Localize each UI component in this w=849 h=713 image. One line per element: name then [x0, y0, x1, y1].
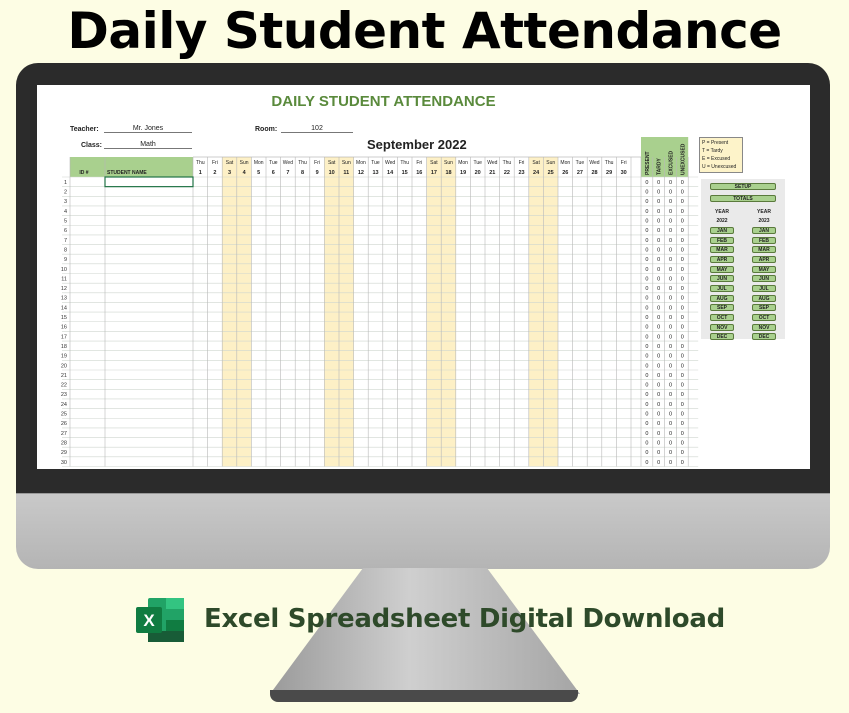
- day-name: Fri: [518, 160, 525, 166]
- total-cell: 0: [657, 353, 661, 360]
- total-cell: 0: [680, 353, 684, 360]
- day-date: 25: [547, 170, 554, 176]
- totals-header: EXCUSED: [668, 150, 675, 175]
- total-cell: 0: [657, 247, 661, 254]
- total-cell: 0: [645, 353, 649, 360]
- total-cell: 0: [645, 401, 649, 408]
- month-title: September 2022: [367, 137, 467, 152]
- day-name: Sat: [532, 160, 540, 166]
- totals-button[interactable]: TOTALS: [710, 195, 776, 202]
- month-button-dec-next-year[interactable]: DEC: [752, 333, 776, 340]
- month-button-may-next-year[interactable]: MAY: [752, 266, 776, 273]
- total-cell: 0: [668, 257, 673, 264]
- excel-icon-letter: X: [143, 611, 155, 630]
- total-cell: 0: [668, 430, 673, 437]
- day-name: Sat: [327, 160, 336, 166]
- row-number: 9: [63, 257, 67, 264]
- excel-icon: [134, 596, 186, 644]
- day-date: 17: [430, 170, 437, 176]
- day-date: 26: [562, 170, 569, 176]
- month-button-sep-next-year[interactable]: SEP: [752, 304, 776, 311]
- total-cell: 0: [668, 411, 673, 418]
- total-cell: 0: [668, 189, 673, 196]
- total-cell: 0: [657, 228, 661, 235]
- row-number: 7: [63, 237, 67, 244]
- id-header: ID #: [79, 170, 89, 176]
- total-cell: 0: [668, 343, 673, 350]
- year-2022: 2022: [716, 218, 728, 224]
- row-number: 13: [60, 295, 67, 302]
- day-name: Tue: [473, 160, 482, 166]
- day-date: 13: [372, 170, 379, 176]
- total-cell: 0: [668, 450, 673, 457]
- total-cell: 0: [668, 247, 673, 254]
- total-cell: 0: [657, 266, 661, 273]
- total-cell: 0: [657, 459, 661, 466]
- day-date: 9: [315, 170, 319, 176]
- navigation-panel: [701, 179, 785, 339]
- month-button-jul-this-year[interactable]: JUL: [710, 285, 734, 292]
- total-cell: 0: [680, 324, 684, 331]
- row-number: 2: [63, 189, 67, 196]
- day-name: Mon: [560, 160, 571, 166]
- total-cell: 0: [668, 266, 673, 273]
- day-name: Fri: [416, 160, 423, 166]
- total-cell: 0: [680, 218, 684, 225]
- total-cell: 0: [668, 179, 673, 186]
- month-button-oct-next-year[interactable]: OCT: [752, 314, 776, 321]
- row-number: 1: [63, 179, 67, 186]
- month-button-mar-next-year[interactable]: MAR: [752, 246, 776, 253]
- row-number: 30: [60, 459, 67, 466]
- day-date: 12: [357, 170, 364, 176]
- month-button-nov-next-year[interactable]: NOV: [752, 324, 776, 331]
- weekend-column: [441, 157, 456, 467]
- day-date: 3: [227, 170, 232, 176]
- total-cell: 0: [645, 450, 649, 457]
- weekend-column: [543, 157, 558, 467]
- total-cell: 0: [680, 450, 684, 457]
- sheet-title: DAILY STUDENT ATTENDANCE: [271, 93, 496, 110]
- total-cell: 0: [668, 459, 673, 466]
- month-button-jan-this-year[interactable]: JAN: [710, 227, 734, 234]
- total-cell: 0: [680, 430, 684, 437]
- spreadsheet-screen: [37, 85, 810, 469]
- total-cell: 0: [657, 218, 661, 225]
- room-label: Room:: [255, 126, 278, 133]
- row-number: 24: [60, 401, 67, 408]
- total-cell: 0: [668, 295, 673, 302]
- total-cell: 0: [645, 208, 649, 215]
- total-cell: 0: [668, 334, 673, 341]
- month-button-oct-this-year[interactable]: OCT: [710, 314, 734, 321]
- attendance-grid[interactable]: [37, 85, 810, 469]
- row-number: 21: [60, 372, 67, 379]
- total-cell: 0: [668, 199, 673, 206]
- total-cell: 0: [680, 372, 684, 379]
- month-button-jan-next-year[interactable]: JAN: [752, 227, 776, 234]
- row-number: 16: [60, 324, 67, 331]
- total-cell: 0: [668, 315, 673, 322]
- day-date: 11: [343, 170, 350, 176]
- total-cell: 0: [645, 411, 649, 418]
- total-cell: 0: [645, 228, 649, 235]
- total-cell: 0: [668, 324, 673, 331]
- total-cell: 0: [645, 266, 649, 273]
- row-number: 6: [63, 228, 67, 235]
- total-cell: 0: [657, 286, 661, 293]
- weekend-column: [339, 157, 354, 467]
- day-date: 21: [489, 170, 496, 176]
- setup-button[interactable]: SETUP: [710, 183, 776, 190]
- total-cell: 0: [680, 266, 684, 273]
- month-button-aug-this-year[interactable]: AUG: [710, 295, 734, 302]
- day-date: 5: [257, 170, 261, 176]
- total-cell: 0: [645, 189, 649, 196]
- day-name: Thu: [604, 160, 614, 166]
- total-cell: 0: [657, 430, 661, 437]
- total-cell: 0: [680, 411, 684, 418]
- day-name: Wed: [282, 160, 294, 166]
- total-cell: 0: [645, 218, 649, 225]
- total-cell: 0: [668, 440, 673, 447]
- total-cell: 0: [657, 363, 661, 370]
- total-cell: 0: [680, 401, 684, 408]
- teacher-label: Teacher:: [70, 126, 99, 133]
- day-name: Sat: [225, 160, 234, 166]
- weekend-column: [222, 157, 237, 467]
- total-cell: 0: [645, 459, 649, 466]
- total-cell: 0: [680, 440, 684, 447]
- day-date: 16: [416, 170, 423, 176]
- headline: Daily Student Attendance: [67, 2, 782, 60]
- total-cell: 0: [657, 382, 661, 389]
- total-cell: 0: [657, 392, 661, 399]
- total-cell: 0: [680, 199, 684, 206]
- monitor-base: [270, 690, 578, 702]
- row-number: 25: [60, 411, 67, 418]
- total-cell: 0: [668, 305, 673, 312]
- day-name: Thu: [502, 160, 512, 166]
- total-cell: 0: [657, 343, 661, 350]
- total-cell: 0: [657, 276, 661, 283]
- total-cell: 0: [645, 179, 649, 186]
- month-button-feb-this-year[interactable]: FEB: [710, 237, 734, 244]
- total-cell: 0: [680, 459, 684, 466]
- total-cell: 0: [645, 440, 649, 447]
- row-number: 3: [63, 199, 67, 206]
- row-number: 23: [60, 392, 67, 399]
- total-cell: 0: [645, 295, 649, 302]
- total-cell: 0: [680, 286, 684, 293]
- total-cell: 0: [645, 257, 649, 264]
- row-number: 26: [60, 421, 67, 428]
- total-cell: 0: [657, 401, 661, 408]
- day-date: 2: [213, 170, 217, 176]
- legend-excused: E = Excused: [702, 156, 731, 162]
- row-number: 19: [60, 353, 67, 360]
- total-cell: 0: [645, 286, 649, 293]
- total-cell: 0: [680, 392, 684, 399]
- day-name: Wed: [589, 160, 600, 166]
- day-date: 15: [401, 170, 408, 176]
- day-name: Sun: [444, 160, 453, 166]
- total-cell: 0: [680, 305, 684, 312]
- total-cell: 0: [680, 228, 684, 235]
- total-cell: 0: [657, 372, 661, 379]
- total-cell: 0: [668, 276, 673, 283]
- total-cell: 0: [680, 295, 684, 302]
- row-number: 5: [63, 218, 67, 225]
- row-number: 28: [60, 440, 67, 447]
- total-cell: 0: [668, 392, 673, 399]
- total-cell: 0: [680, 179, 684, 186]
- row-number: 10: [60, 266, 67, 273]
- total-cell: 0: [645, 237, 649, 244]
- room-field[interactable]: 102: [281, 125, 353, 133]
- day-name: Sun: [239, 160, 249, 166]
- total-cell: 0: [680, 382, 684, 389]
- row-number: 20: [60, 363, 67, 370]
- weekend-column: [529, 157, 544, 467]
- total-cell: 0: [645, 305, 649, 312]
- day-date: 30: [620, 170, 627, 176]
- total-cell: 0: [668, 237, 673, 244]
- day-date: 24: [533, 170, 540, 176]
- day-date: 8: [300, 170, 305, 176]
- total-cell: 0: [645, 247, 649, 254]
- month-button-jun-this-year[interactable]: JUN: [710, 275, 734, 282]
- total-cell: 0: [680, 276, 684, 283]
- day-name: Sun: [341, 160, 351, 166]
- total-cell: 0: [657, 257, 661, 264]
- total-cell: 0: [657, 295, 661, 302]
- month-button-may-this-year[interactable]: MAY: [710, 266, 734, 273]
- total-cell: 0: [657, 334, 661, 341]
- month-button-nov-this-year[interactable]: NOV: [710, 324, 734, 331]
- year-label-right: YEAR: [757, 209, 771, 215]
- day-date: 22: [503, 170, 510, 176]
- day-date: 20: [474, 170, 481, 176]
- total-cell: 0: [657, 315, 661, 322]
- total-cell: 0: [680, 315, 684, 322]
- total-cell: 0: [668, 421, 673, 428]
- legend-present: P = Present: [702, 140, 729, 146]
- legend-unexcused: U = Unexcused: [702, 164, 737, 170]
- total-cell: 0: [645, 324, 649, 331]
- day-name: Mon: [253, 160, 264, 166]
- total-cell: 0: [668, 401, 673, 408]
- totals-header: PRESENT: [644, 151, 651, 175]
- total-cell: 0: [668, 286, 673, 293]
- row-number: 15: [60, 315, 67, 322]
- total-cell: 0: [668, 218, 673, 225]
- total-cell: 0: [645, 421, 649, 428]
- total-cell: 0: [668, 363, 673, 370]
- promo-text: Excel Spreadsheet Digital Download: [204, 604, 725, 634]
- total-cell: 0: [657, 237, 661, 244]
- day-name: Thu: [400, 160, 410, 166]
- day-name: Mon: [458, 160, 468, 166]
- total-cell: 0: [680, 343, 684, 350]
- total-cell: 0: [680, 363, 684, 370]
- total-cell: 0: [645, 363, 649, 370]
- total-cell: 0: [657, 305, 661, 312]
- student-name-header: STUDENT NAME: [107, 170, 147, 176]
- day-name: Tue: [371, 160, 380, 166]
- day-name: Fri: [620, 160, 627, 166]
- month-button-apr-next-year[interactable]: APR: [752, 256, 776, 263]
- total-cell: 0: [645, 343, 649, 350]
- year-label-left: YEAR: [715, 209, 729, 215]
- total-cell: 0: [657, 189, 661, 196]
- row-number: 8: [63, 247, 67, 254]
- day-date: 10: [328, 170, 335, 176]
- day-date: 1: [198, 170, 202, 176]
- class-field[interactable]: Math: [104, 141, 192, 149]
- selected-cell: [105, 177, 193, 187]
- day-name: Thu: [298, 160, 307, 166]
- row-number: 27: [60, 430, 67, 437]
- day-name: Thu: [195, 160, 205, 166]
- day-name: Wed: [487, 160, 498, 166]
- total-cell: 0: [645, 392, 649, 399]
- totals-header: UNEXCUSED: [680, 143, 687, 175]
- day-name: Sun: [546, 160, 556, 166]
- total-cell: 0: [680, 247, 684, 254]
- total-cell: 0: [645, 334, 649, 341]
- total-cell: 0: [645, 276, 649, 283]
- total-cell: 0: [657, 208, 661, 215]
- row-number: 4: [63, 208, 67, 215]
- row-number: 18: [60, 343, 67, 350]
- total-cell: 0: [657, 199, 661, 206]
- total-cell: 0: [657, 179, 661, 186]
- month-button-feb-next-year[interactable]: FEB: [752, 237, 776, 244]
- total-cell: 0: [657, 421, 661, 428]
- total-cell: 0: [668, 228, 673, 235]
- day-date: 14: [387, 170, 394, 176]
- day-date: 23: [518, 170, 525, 176]
- total-cell: 0: [657, 411, 661, 418]
- year-2023: 2023: [758, 218, 770, 224]
- month-button-apr-this-year[interactable]: APR: [710, 256, 734, 263]
- total-cell: 0: [645, 315, 649, 322]
- day-name: Sat: [430, 160, 438, 166]
- class-label: Class:: [81, 142, 103, 149]
- row-number: 22: [60, 382, 67, 389]
- day-name: Fri: [211, 160, 218, 166]
- month-button-aug-next-year[interactable]: AUG: [752, 295, 776, 302]
- day-date: 18: [445, 170, 452, 176]
- total-cell: 0: [680, 208, 684, 215]
- weekend-column: [427, 157, 442, 467]
- teacher-field[interactable]: Mr. Jones: [104, 125, 192, 133]
- month-button-jul-next-year[interactable]: JUL: [752, 285, 776, 292]
- total-cell: 0: [657, 324, 661, 331]
- month-button-mar-this-year[interactable]: MAR: [710, 246, 734, 253]
- weekend-column: [324, 157, 339, 467]
- row-number: 17: [60, 334, 67, 341]
- day-name: Tue: [269, 160, 278, 166]
- total-cell: 0: [645, 430, 649, 437]
- total-cell: 0: [680, 334, 684, 341]
- total-cell: 0: [668, 382, 673, 389]
- day-date: 7: [286, 170, 290, 176]
- day-date: 6: [271, 170, 275, 176]
- total-cell: 0: [680, 421, 684, 428]
- day-date: 4: [242, 170, 246, 176]
- row-number: 12: [60, 286, 67, 293]
- total-cell: 0: [680, 237, 684, 244]
- legend-tardy: T = Tardy: [702, 148, 723, 154]
- weekend-column: [237, 157, 252, 467]
- day-name: Mon: [356, 160, 366, 166]
- row-number: 14: [60, 305, 67, 312]
- total-cell: 0: [645, 372, 649, 379]
- total-cell: 0: [645, 199, 649, 206]
- month-button-dec-this-year[interactable]: DEC: [710, 333, 734, 340]
- total-cell: 0: [668, 353, 673, 360]
- row-number: 29: [60, 450, 67, 457]
- day-date: 27: [576, 170, 583, 176]
- totals-header: TARDY: [656, 158, 663, 175]
- day-name: Tue: [575, 160, 585, 166]
- row-number: 11: [61, 276, 67, 283]
- month-button-jun-next-year[interactable]: JUN: [752, 275, 776, 282]
- day-date: 19: [460, 170, 467, 176]
- day-name: Fri: [314, 160, 321, 166]
- day-date: 29: [606, 170, 613, 176]
- total-cell: 0: [680, 257, 684, 264]
- monitor-chin: [16, 493, 830, 569]
- day-date: 28: [591, 170, 598, 176]
- total-cell: 0: [657, 440, 661, 447]
- total-cell: 0: [645, 382, 649, 389]
- total-cell: 0: [668, 372, 673, 379]
- month-button-sep-this-year[interactable]: SEP: [710, 304, 734, 311]
- total-cell: 0: [680, 189, 684, 196]
- total-cell: 0: [668, 208, 673, 215]
- day-name: Wed: [384, 160, 396, 166]
- total-cell: 0: [657, 450, 661, 457]
